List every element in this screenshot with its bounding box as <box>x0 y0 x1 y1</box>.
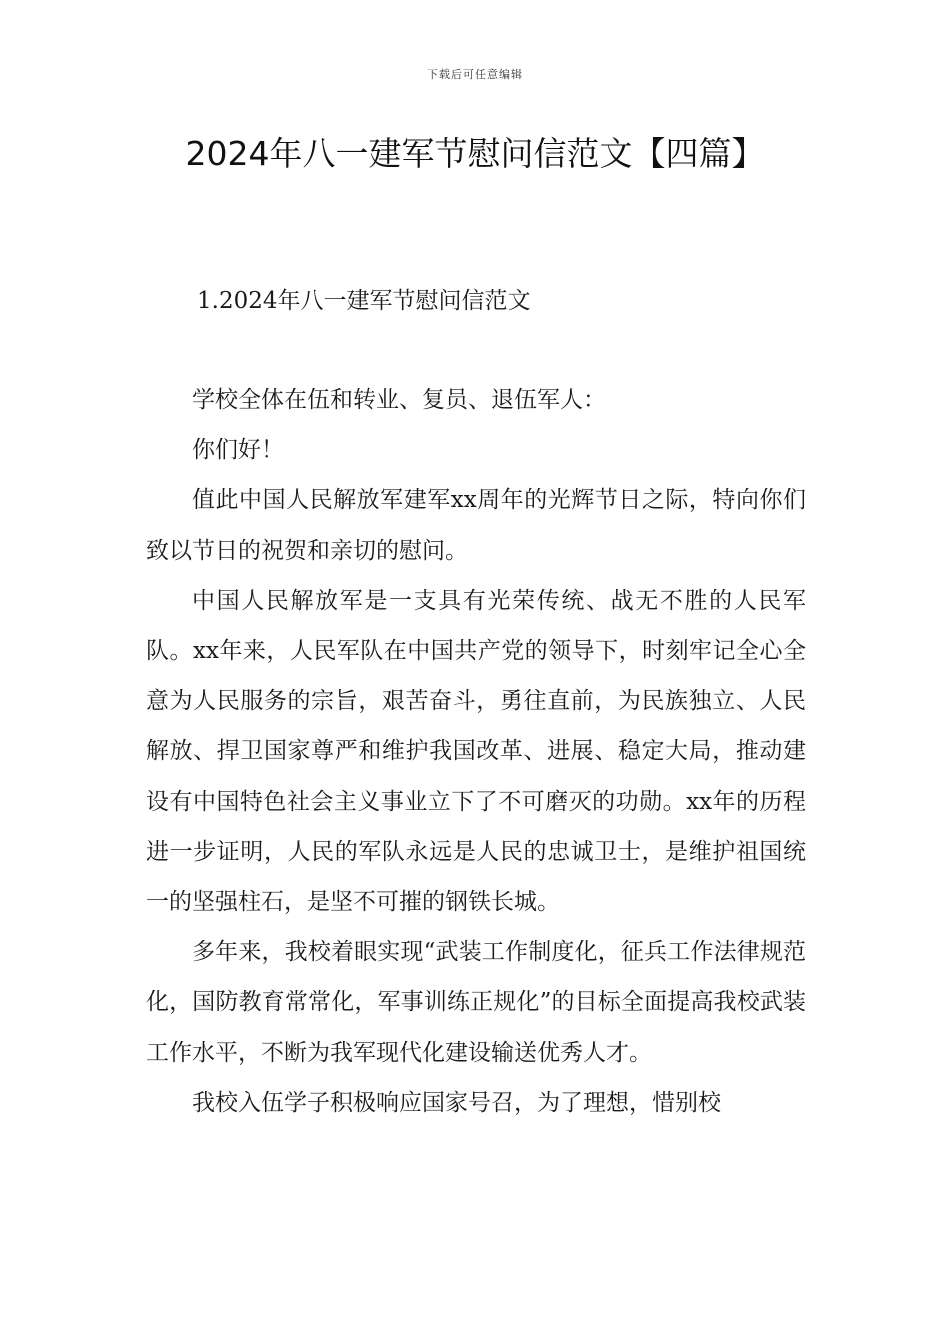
letter-body <box>146 375 806 1128</box>
body-paragraph: 值此中国人民解放军建军xx周年的光辉节日之际，特向你们致以节日的祝贺和亲切的慰问。 <box>146 487 806 564</box>
header-note: 下载后可任意编辑 <box>427 68 523 81</box>
section-heading: 1.2024年八一建军节慰问信范文 <box>197 288 531 314</box>
salutation: 学校全体在伍和转业、复员、退伍军人： <box>192 387 606 413</box>
body-paragraph: 多年来，我校着眼实现“武装工作制度化，征兵工作法律规范化，国防教育常常化，军事训练正规化”的目标全面提高我校武装工作水平，不断为我军现代化建设输送优秀人才。 <box>146 939 806 1066</box>
body-paragraph: 中国人民解放军是一支具有光荣传统、战无不胜的人民军队。xx年来，人民军队在中国共产党的领导下，时刻牢记全心全意为人民服务的宗旨，艰苦奋斗，勇往直前，为民族独立、人民解放、捍卫国家尊严和维护我国改革、进展、稳定大局，推动建设有中国特色社会主义事业立下了不可磨灭的功勋。xx年的历程进一步证明，人民的军队永远是人民的忠诚卫士，是维护祖国统一的坚强柱石，是坚不可摧的钢铁长城。 <box>146 587 806 916</box>
greeting: 你们好！ <box>192 437 284 464</box>
document-title: 2024年八一建军节慰问信范文【四篇】 <box>185 134 765 173</box>
body-paragraph: 我校入伍学子积极响应国家号召，为了理想，惜别校 <box>192 1089 721 1116</box>
